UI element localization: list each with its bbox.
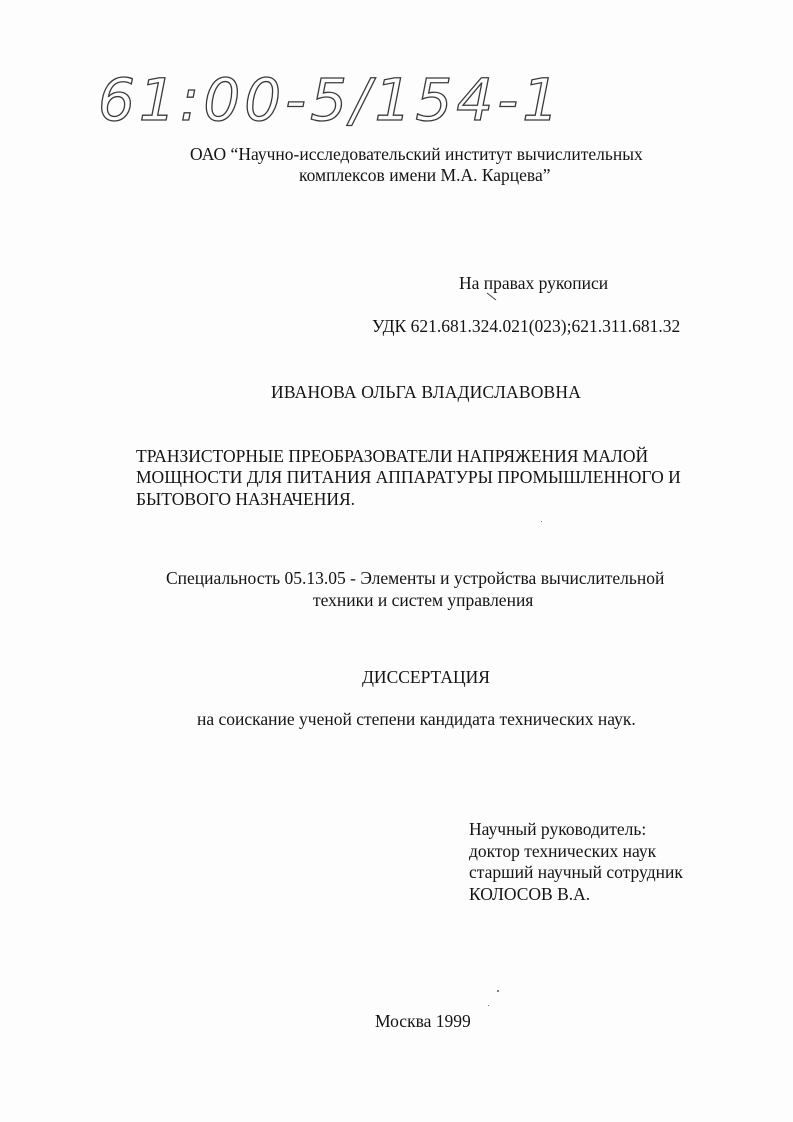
udk-code: УДК 621.681.324.021(023);621.311.681.32 xyxy=(372,316,681,336)
scan-speck xyxy=(488,1005,489,1006)
archive-number-stamp-icon xyxy=(96,62,564,142)
specialty-line-2: техники и систем управления xyxy=(313,590,534,610)
thesis-title-line-2: МОЩНОСТИ ДЛЯ ПИТАНИЯ АППАРАТУРЫ ПРОМЫШЛЕННОГО И xyxy=(136,467,681,487)
thesis-title-line-1: ТРАНЗИСТОРНЫЕ ПРЕОБРАЗОВАТЕЛИ НАПРЯЖЕНИЯ МАЛОЙ xyxy=(136,446,649,466)
handwritten-archive-number xyxy=(96,62,564,142)
manuscript-rights-note: На правах рукописи xyxy=(459,273,609,293)
city-and-year: Москва 1999 xyxy=(375,1011,471,1031)
scan-speck xyxy=(497,990,499,992)
thesis-title-line-3: БЫТОВОГО НАЗНАЧЕНИЯ. xyxy=(136,489,356,509)
supervisor-degree: доктор технических наук xyxy=(469,841,657,861)
supervisor-name: КОЛОСОВ В.А. xyxy=(469,884,591,904)
organization-line-1: ОАО “Научно-исследовательский институт вычислительных xyxy=(190,144,643,164)
organization-line-2: комплексов имени М.А. Карцева” xyxy=(299,165,551,185)
supervisor-position: старший научный сотрудник xyxy=(469,862,683,882)
degree-statement: на соискание ученой степени кандидата технических наук. xyxy=(197,709,636,729)
specialty-line-1: Специальность 05.13.05 - Элементы и устройства вычислительной xyxy=(166,568,665,588)
pen-mark-icon xyxy=(486,292,500,302)
scan-speck xyxy=(541,521,542,522)
author-name: ИВАНОВА ОЛЬГА ВЛАДИСЛАВОВНА xyxy=(271,382,582,402)
document-type-heading: ДИССЕРТАЦИЯ xyxy=(362,667,490,687)
supervisor-label: Научный руководитель: xyxy=(469,819,647,839)
archive-number-text: 61:00-5/154-1 xyxy=(98,66,564,134)
